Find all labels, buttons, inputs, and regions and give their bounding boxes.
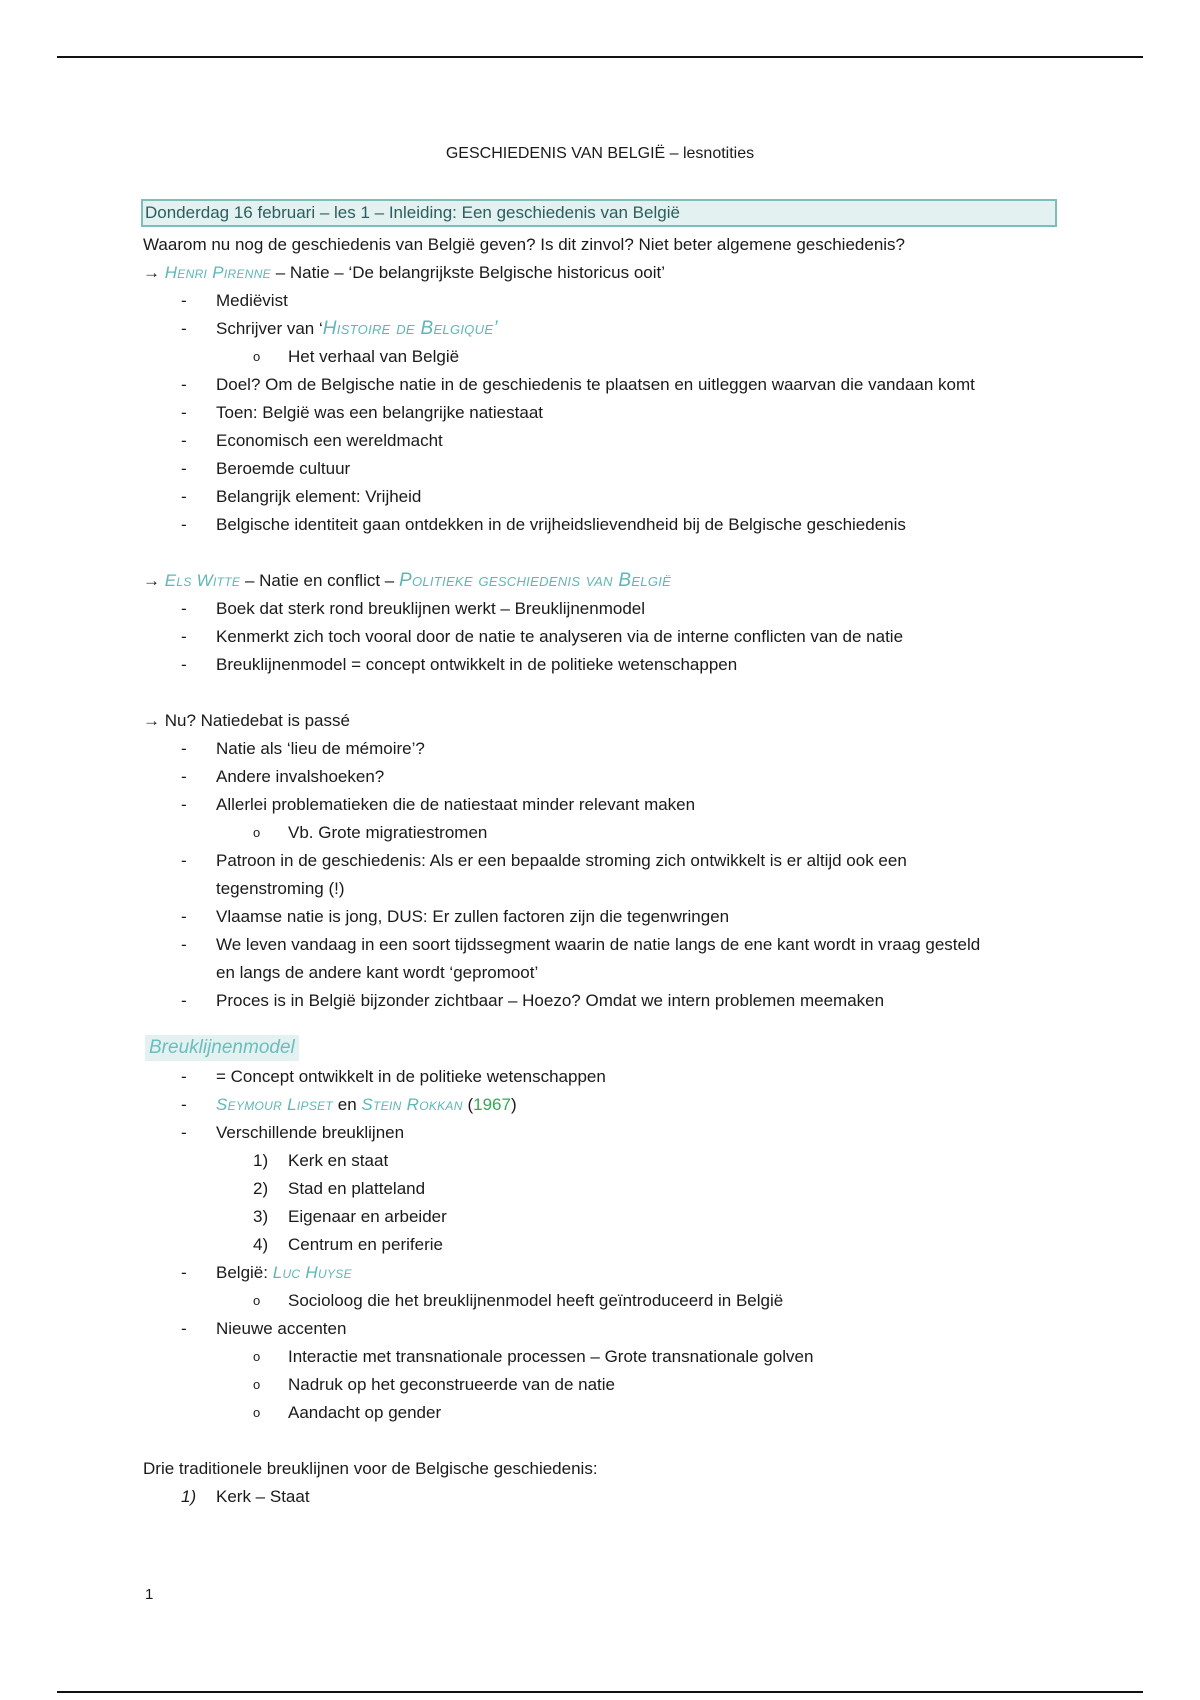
list-item: - Natie als ‘lieu de mémoire’? — [143, 735, 1063, 763]
circle-bullet: o — [253, 1293, 261, 1308]
list-item: - Beroemde cultuur — [143, 455, 1063, 483]
list-item-continuation: en langs de andere kant wordt ‘gepromoot’ — [216, 963, 539, 982]
numbered-item: 2) Stad en platteland — [253, 1179, 426, 1198]
dash-bullet: - — [181, 599, 187, 618]
list-item: - Belgische identiteit gaan ontdekken in de vrijheidslievendheid bij de Belgische geschiedenis — [143, 511, 1063, 539]
list-item: - Boek dat sterk rond breuklijnen werkt – Breuklijnenmodel — [143, 595, 1063, 623]
list-item-continuation: tegenstroming (!) — [216, 879, 345, 898]
list-item: - Proces is in België bijzonder zichtbaar – Hoezo? Omdat we intern problemen meemaken — [143, 987, 1063, 1015]
sub-list-item: o Socioloog die het breuklijnenmodel heeft geïntroduceerd in België — [143, 1287, 1063, 1315]
circle-bullet: o — [253, 1405, 261, 1420]
book-title: Politieke geschiedenis van België — [398, 570, 672, 591]
numbered-item: 4) Centrum en periferie — [253, 1235, 443, 1254]
dash-bullet: - — [181, 1095, 187, 1114]
arrow-icon: → — [143, 263, 160, 282]
sub-list-item: o Interactie met transnationale processen – Grote transnationale golven — [143, 1343, 1063, 1371]
section-heading: Breuklijnenmodel — [145, 1035, 299, 1061]
page-number: 1 — [145, 1586, 154, 1603]
dash-bullet: - — [181, 403, 187, 422]
dash-bullet: - — [181, 935, 187, 954]
sub-list-item: o Aandacht op gender — [143, 1399, 1063, 1427]
list-item: - Andere invalshoeken? — [143, 763, 1063, 791]
author-name: Henri Pirenne — [164, 263, 271, 282]
list-item: - België: Luc Huyse — [143, 1259, 1063, 1287]
year: 1967 — [473, 1095, 511, 1114]
book-title: Histoire de Belgique’ — [322, 318, 498, 339]
document-body — [143, 199, 1063, 1511]
dash-bullet: - — [181, 319, 187, 338]
dash-bullet: - — [181, 487, 187, 506]
list-item: - Verschillende breuklijnen — [143, 1119, 1063, 1147]
author-name: Seymour Lipset — [216, 1095, 334, 1114]
dash-bullet: - — [181, 907, 187, 926]
list-item: - = Concept ontwikkelt in de politieke wetenschappen — [143, 1063, 1063, 1091]
lesson-header: Donderdag 16 februari – les 1 – Inleiding: Een geschiedenis van België — [141, 199, 1057, 227]
list-item: - We leven vandaag in een soort tijdssegment waarin de natie langs de ene kant wordt in vraag gesteld — [143, 931, 1063, 959]
numbered-item: 1) Kerk – Staat — [181, 1487, 310, 1506]
list-item: - Allerlei problematieken die de natiestaat minder relevant maken — [143, 791, 1063, 819]
list-item: - Vlaamse natie is jong, DUS: Er zullen factoren zijn die tegenwringen — [143, 903, 1063, 931]
list-item: - Mediëvist — [143, 287, 1063, 315]
list-item: - Economisch een wereldmacht — [143, 427, 1063, 455]
dash-bullet: - — [181, 1319, 187, 1338]
dash-bullet: - — [181, 991, 187, 1010]
dash-bullet: - — [181, 375, 187, 394]
dash-bullet: - — [181, 851, 187, 870]
dash-bullet: - — [181, 1067, 187, 1086]
list-item: - Doel? Om de Belgische natie in de geschiedenis te plaatsen en uitleggen waarvan die vandaan komt — [143, 371, 1063, 399]
pirenne-heading — [143, 259, 1063, 287]
sub-list-item: o Nadruk op het geconstrueerde van de natie — [143, 1371, 1063, 1399]
arrow-icon: → — [143, 711, 160, 730]
dash-bullet: - — [181, 627, 187, 646]
arrow-icon: → — [143, 571, 160, 590]
circle-bullet: o — [253, 1377, 261, 1392]
top-rule — [57, 56, 1143, 58]
numbered-item: 1) Kerk en staat — [253, 1151, 389, 1170]
dash-bullet: - — [181, 431, 187, 450]
dash-bullet: - — [181, 1263, 187, 1282]
nu-heading: → Nu? Natiedebat is passé — [143, 711, 350, 730]
list-item: - Schrijver van ‘Histoire de Belgique’ — [143, 315, 1063, 343]
witte-heading: → Els Witte – Natie en conflict – Politieke geschiedenis van België — [143, 570, 672, 591]
bottom-rule — [57, 1691, 1143, 1693]
list-item: - Seymour Lipset en Stein Rokkan (1967) — [143, 1091, 1063, 1119]
sub-list-item: o Vb. Grote migratiestromen — [143, 819, 1063, 847]
intro-question: Waarom nu nog de geschiedenis van België geven? Is dit zinvol? Niet beter algemene geschiedenis? — [143, 235, 906, 254]
list-item: - Kenmerkt zich toch vooral door de natie te analyseren via de interne conflicten van de natie — [143, 623, 1063, 651]
author-name: Els Witte — [164, 571, 241, 590]
page-title: GESCHIEDENIS VAN BELGIË – lesnotities — [445, 145, 755, 162]
dash-bullet: - — [181, 459, 187, 478]
dash-bullet: - — [181, 291, 187, 310]
dash-bullet: - — [181, 767, 187, 786]
list-item: - Patroon in de geschiedenis: Als er een bepaalde stroming zich ontwikkelt is er altijd ook een — [143, 847, 1063, 875]
list-item: - Belangrijk element: Vrijheid — [143, 483, 1063, 511]
author-name: Luc Huyse — [272, 1263, 352, 1282]
numbered-item: 3) Eigenaar en arbeider — [253, 1207, 447, 1226]
list-item: - Breuklijnenmodel = concept ontwikkelt in de politieke wetenschappen — [143, 651, 1063, 679]
circle-bullet: o — [253, 349, 261, 364]
drie-intro: Drie traditionele breuklijnen voor de Belgische geschiedenis: — [143, 1459, 598, 1478]
circle-bullet: o — [253, 825, 261, 840]
sub-list-item: o Het verhaal van België — [143, 343, 1063, 371]
author-name: Stein Rokkan — [361, 1095, 463, 1114]
dash-bullet: - — [181, 515, 187, 534]
dash-bullet: - — [181, 739, 187, 758]
dash-bullet: - — [181, 795, 187, 814]
list-item: - Nieuwe accenten — [143, 1315, 1063, 1343]
pirenne-heading-text: – Natie – ‘De belangrijkste Belgische historicus ooit’ — [270, 263, 666, 282]
dash-bullet: - — [181, 655, 187, 674]
list-item: - Toen: België was een belangrijke natiestaat — [143, 399, 1063, 427]
circle-bullet: o — [253, 1349, 261, 1364]
dash-bullet: - — [181, 1123, 187, 1142]
